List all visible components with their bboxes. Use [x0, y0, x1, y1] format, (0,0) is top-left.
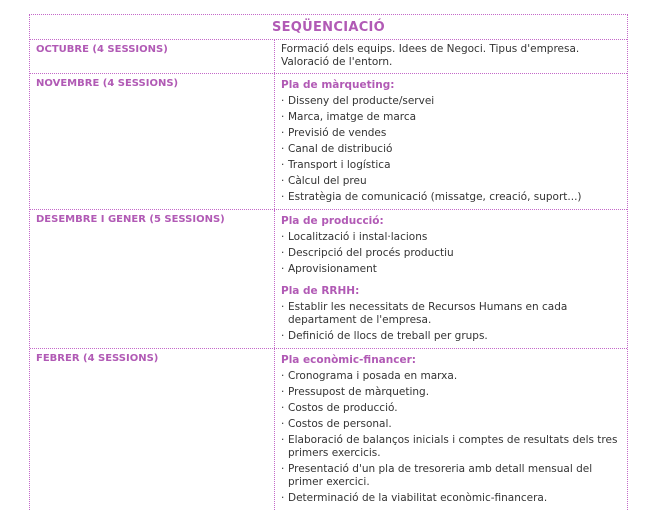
- list-item: · Elaboració de balanços inicials i comptes de resultats dels tres primers exercicis.: [281, 433, 618, 459]
- list-item: · Costos de personal.: [281, 417, 392, 430]
- list-item: · Determinació de la viabilitat econòmic-financera.: [281, 491, 548, 504]
- table-row: [30, 210, 627, 349]
- list-item: · Aprovisionament: [281, 262, 377, 275]
- bullet-icon: ·: [281, 262, 285, 275]
- bullet-icon: ·: [281, 417, 285, 430]
- bullet-icon: ·: [281, 230, 285, 243]
- bullet-icon: ·: [281, 433, 285, 446]
- list-item: · Establir les necessitats de Recursos Humans en cada departament de l'empresa.: [281, 300, 568, 326]
- list-item: · Descripció del procés productiu: [281, 246, 454, 259]
- table-row: [30, 40, 627, 74]
- bullet-icon: ·: [281, 126, 285, 139]
- period-label: OCTUBRE (4 SESSIONS): [30, 40, 275, 73]
- section-heading: Pla econòmic-financer:: [281, 354, 416, 366]
- bullet-icon: ·: [281, 158, 285, 171]
- list-item: · Localització i instal·lacions: [281, 230, 428, 243]
- list-item: · Càlcul del preu: [281, 174, 367, 187]
- row-content: [275, 349, 627, 510]
- list-item: · Transport i logística: [281, 158, 391, 171]
- list-item: · Definició de llocs de treball per grups.: [281, 329, 488, 342]
- bullet-icon: ·: [281, 300, 285, 313]
- table-row: [30, 74, 627, 210]
- bullet-icon: ·: [281, 369, 285, 382]
- bullet-icon: ·: [281, 190, 285, 203]
- row-content: [275, 210, 627, 348]
- period-label: NOVEMBRE (4 SESSIONS): [30, 74, 275, 209]
- period-label: DESEMBRE I GENER (5 SESSIONS): [30, 210, 275, 348]
- list-item: · Marca, imatge de marca: [281, 110, 417, 123]
- section-heading: Pla de RRHH:: [281, 285, 360, 297]
- bullet-icon: ·: [281, 491, 285, 504]
- bullet-icon: ·: [281, 110, 285, 123]
- section-heading: Pla de producció:: [281, 215, 384, 227]
- list-item: · Canal de distribució: [281, 142, 393, 155]
- list-item: · Estratègia de comunicació (missatge, creació, suport...): [281, 190, 582, 203]
- list-item: · Disseny del producte/servei: [281, 94, 435, 107]
- table-row: [30, 349, 627, 510]
- list-item: · Presentació d'un pla de tresoreria amb detall mensual del primer exercici.: [281, 462, 593, 488]
- list-item: · Costos de producció.: [281, 401, 398, 414]
- bullet-icon: ·: [281, 401, 285, 414]
- list-item: · Previsió de vendes: [281, 126, 387, 139]
- row-content: [275, 74, 627, 209]
- bullet-icon: ·: [281, 385, 285, 398]
- bullet-icon: ·: [281, 246, 285, 259]
- row-content: [275, 40, 627, 73]
- section-heading: Pla de màrqueting:: [281, 79, 395, 91]
- bullet-icon: ·: [281, 462, 285, 475]
- period-label: FEBRER (4 SESSIONS): [30, 349, 275, 510]
- bullet-icon: ·: [281, 174, 285, 187]
- row-text: Formació dels equips. Idees de Negoci. Tipus d'empresa. Valoració de l'entorn.: [281, 43, 580, 68]
- bullet-icon: ·: [281, 94, 285, 107]
- list-item: · Cronograma i posada en marxa.: [281, 369, 458, 382]
- bullet-icon: ·: [281, 142, 285, 155]
- bullet-icon: ·: [281, 329, 285, 342]
- list-item: · Pressupost de màrqueting.: [281, 385, 430, 398]
- sequencing-table: [29, 14, 628, 510]
- table-title: SEQÜENCIACIÓ: [30, 15, 627, 40]
